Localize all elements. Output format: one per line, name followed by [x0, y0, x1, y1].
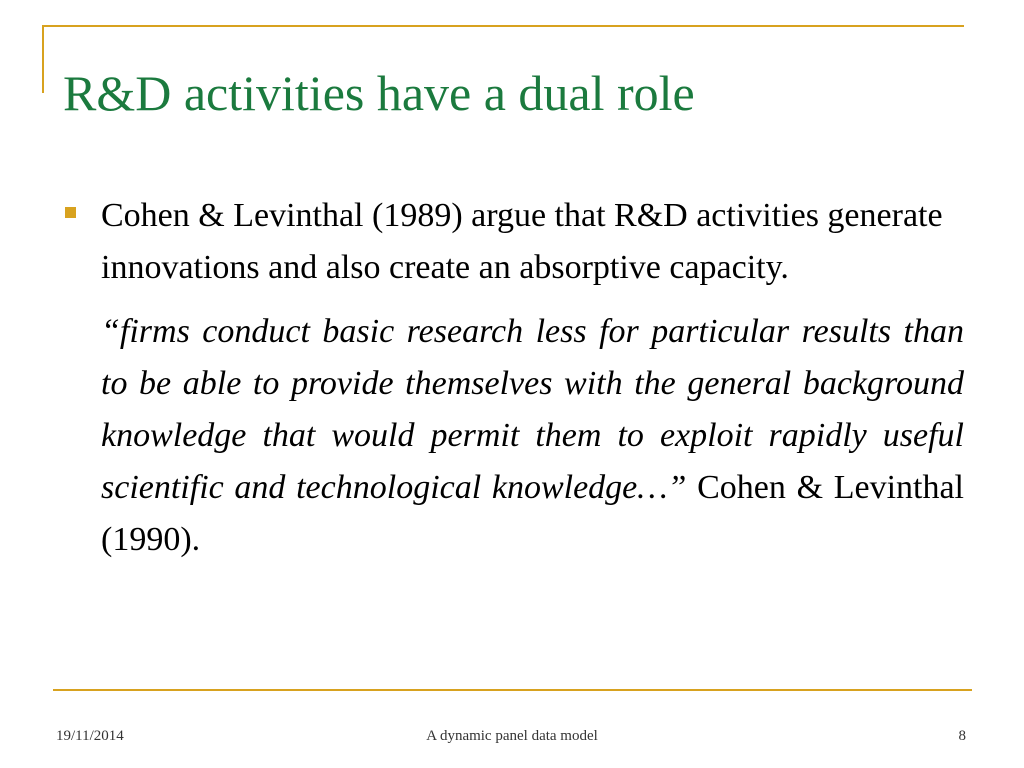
- square-bullet-icon: [65, 207, 76, 218]
- slide-title: R&D activities have a dual role: [63, 65, 695, 121]
- page-number: 8: [958, 728, 966, 744]
- slide-body: [62, 190, 964, 566]
- bullet-item: [62, 190, 964, 294]
- bullet-text: Cohen & Levinthal (1989) argue that R&D activities generate innovations and also create an absorptive capacity.: [101, 197, 943, 286]
- footer-divider: [53, 689, 972, 691]
- footer-date: 19/11/2014: [56, 728, 124, 744]
- quote-block: [101, 306, 964, 566]
- frame-left-line: [42, 25, 44, 93]
- frame-top-line: [42, 25, 964, 27]
- quote-citation: Cohen & Levinthal (1990).: [101, 469, 964, 558]
- footer-title: A dynamic panel data model: [426, 728, 598, 744]
- quote-text: “firms conduct basic research less for particular results than to be able to provide themselves with the general background knowledge that would permit them to exploit rapidly useful scientific and technological knowledge…”: [101, 313, 964, 506]
